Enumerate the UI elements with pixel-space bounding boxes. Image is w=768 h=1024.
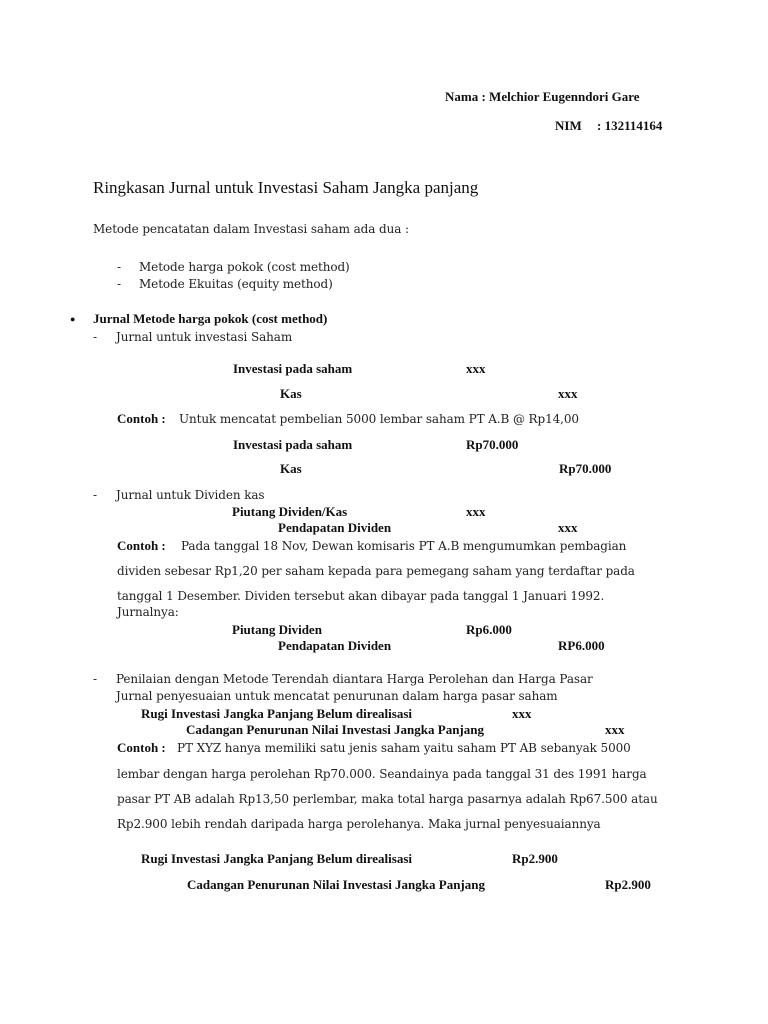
- journal-debit-amount: Rp6.000: [466, 622, 512, 637]
- example-label: Contoh :: [117, 411, 166, 426]
- dash-marker: -: [93, 330, 97, 344]
- method-item: Metode harga pokok (cost method): [139, 260, 350, 274]
- page-title: Ringkasan Jurnal untuk Investasi Saham Jangka panjang: [93, 178, 479, 197]
- journal-credit-amount: xxx: [605, 722, 625, 737]
- dash-marker: -: [117, 277, 121, 291]
- intro-text: Metode pencatatan dalam Investasi saham ada dua :: [93, 222, 409, 236]
- dash-marker: -: [93, 672, 97, 686]
- section-heading: Jurnal Metode harga pokok (cost method): [93, 311, 328, 326]
- journal-debit-account: Piutang Dividen: [232, 622, 322, 637]
- dash-marker: -: [93, 488, 97, 502]
- journal-debit-account: Rugi Investasi Jangka Panjang Belum direalisasi: [141, 851, 413, 866]
- journal-debit-amount: Rp2.900: [512, 851, 558, 866]
- journal-credit-amount: xxx: [558, 386, 578, 401]
- journal-credit-account: Cadangan Penurunan Nilai Investasi Jangka Panjang: [186, 722, 484, 737]
- journal-credit-account: Kas: [280, 461, 302, 476]
- journal-credit-amount: xxx: [558, 520, 578, 535]
- journal-debit-account: Piutang Dividen/Kas: [232, 504, 348, 519]
- journal-credit-account: Pendapatan Dividen: [278, 520, 392, 535]
- journal-credit-amount: Rp2.900: [605, 877, 651, 892]
- nim-value: : 132114164: [597, 118, 663, 133]
- journal-debit-amount: xxx: [512, 706, 532, 721]
- example-text: tanggal 1 Desember. Dividen tersebut akan dibayar pada tanggal 1 Januari 1992.: [117, 589, 605, 603]
- nim-label: NIM: [555, 118, 582, 133]
- subsection-label: Penilaian dengan Metode Terendah diantara Harga Perolehan dan Harga Pasar: [116, 672, 593, 686]
- example-text: Pada tanggal 18 Nov, Dewan komisaris PT A.B mengumumkan pembagian: [181, 539, 627, 553]
- example-text: Jurnalnya:: [117, 605, 179, 619]
- example-text: dividen sebesar Rp1,20 per saham kepada para pemegang saham yang terdaftar pada: [117, 564, 635, 578]
- example-label: Contoh :: [117, 740, 166, 755]
- journal-credit-amount: Rp70.000: [559, 461, 612, 476]
- journal-debit-account: Investasi pada saham: [233, 361, 353, 376]
- journal-debit-account: Rugi Investasi Jangka Panjang Belum direalisasi: [141, 706, 413, 721]
- journal-credit-account: Pendapatan Dividen: [278, 638, 392, 653]
- method-item: Metode Ekuitas (equity method): [139, 277, 333, 291]
- journal-debit-amount: xxx: [466, 361, 486, 376]
- author-name: Nama : Melchior Eugenndori Gare: [445, 89, 640, 104]
- example-text: Rp2.900 lebih rendah daripada harga perolehanya. Maka jurnal penyesuaiannya: [117, 817, 601, 831]
- journal-credit-account: Cadangan Penurunan Nilai Investasi Jangka Panjang: [187, 877, 485, 892]
- journal-debit-amount: Rp70.000: [466, 437, 519, 452]
- journal-credit-account: Kas: [280, 386, 302, 401]
- subsection-label: Jurnal untuk investasi Saham: [116, 330, 293, 344]
- journal-credit-amount: RP6.000: [558, 638, 605, 653]
- example-label: Contoh :: [117, 538, 166, 553]
- bullet-icon: ●: [70, 314, 76, 324]
- example-text: lembar dengan harga perolehan Rp70.000. Seandainya pada tanggal 31 des 1991 harga: [117, 767, 647, 781]
- subsection-label: Jurnal penyesuaian untuk mencatat penurunan dalam harga pasar saham: [116, 689, 558, 703]
- journal-debit-amount: xxx: [466, 504, 486, 519]
- dash-marker: -: [117, 260, 121, 274]
- example-text: PT XYZ hanya memiliki satu jenis saham yaitu saham PT AB sebanyak 5000: [177, 741, 631, 755]
- example-text: Untuk mencatat pembelian 5000 lembar saham PT A.B @ Rp14,00: [179, 412, 579, 426]
- journal-debit-account: Investasi pada saham: [233, 437, 353, 452]
- example-text: pasar PT AB adalah Rp13,50 perlembar, maka total harga pasarnya adalah Rp67.500 atau: [117, 792, 658, 806]
- subsection-label: Jurnal untuk Dividen kas: [116, 488, 265, 502]
